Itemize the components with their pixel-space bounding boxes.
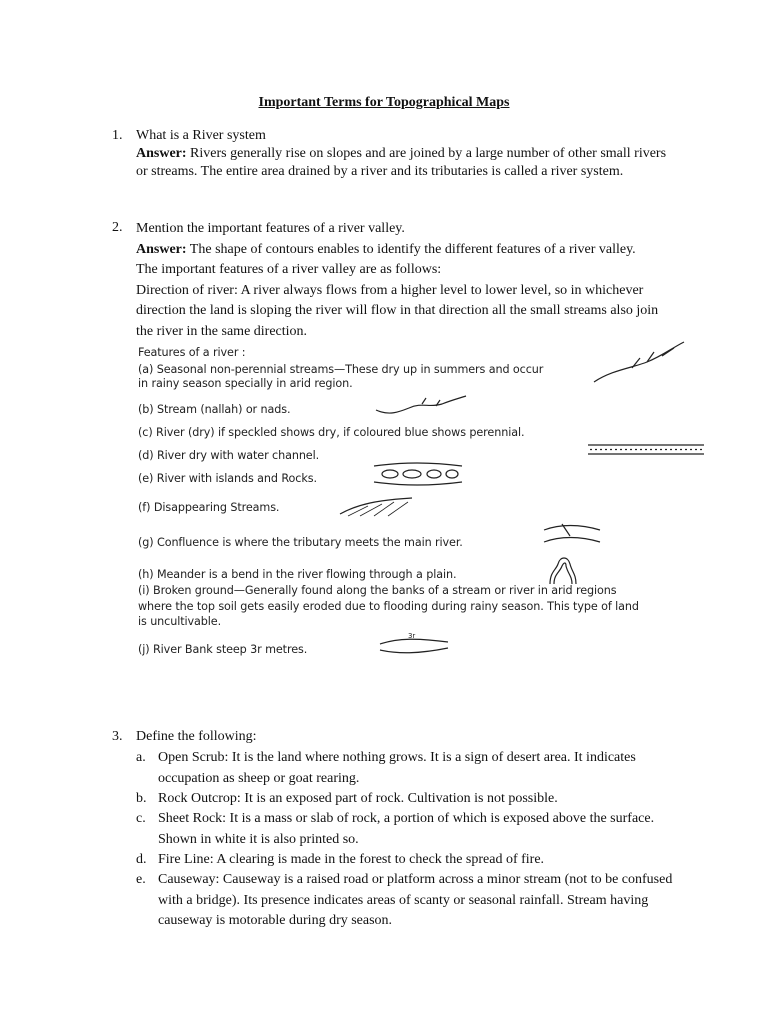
answer-line: The important features of a river valley are as follows: xyxy=(136,262,442,277)
answer-body: The shape of contours enables to identify the different features of a river valley. xyxy=(189,241,636,257)
feature-i-line2: where the top soil gets easily eroded due to flooding during rainy season. This type of land xyxy=(138,600,639,613)
feature-f: (f) Disappearing Streams. xyxy=(138,501,280,514)
stream-nallah-symbol-icon xyxy=(374,394,469,420)
confluence-symbol-icon xyxy=(542,520,602,550)
definition-text: Sheet Rock: It is a mass or slab of rock, a portion of which is exposed above the surface. Shown in white it is also printed so. xyxy=(158,811,655,847)
answer-label: Answer: xyxy=(136,241,187,257)
definition-d xyxy=(0,850,768,870)
question-3 xyxy=(0,728,768,748)
question-text: What is a River system xyxy=(136,128,266,143)
answer-text xyxy=(136,145,676,181)
river-features-figure xyxy=(134,344,694,664)
page-title: Important Terms for Topographical Maps xyxy=(258,95,510,110)
feature-b: (b) Stream (nallah) or nads. xyxy=(138,403,291,416)
feature-d: (d) River dry with water channel. xyxy=(138,449,320,462)
answer-text xyxy=(136,240,676,261)
question-number: 1. xyxy=(112,128,123,143)
river-with-islands-symbol-icon xyxy=(372,460,464,488)
definition-b xyxy=(0,789,768,809)
definition-letter: a. xyxy=(136,750,146,765)
question-number: 2. xyxy=(112,220,123,235)
question-1 xyxy=(0,127,768,207)
feature-c: (c) River (dry) if speckled shows dry, if coloured blue shows perennial. xyxy=(138,426,525,439)
definition-letter: c. xyxy=(136,811,146,826)
steep-bank-label: 3r xyxy=(408,632,416,640)
meander-symbol-icon xyxy=(548,552,578,586)
answer-label: Answer: xyxy=(136,146,187,161)
definition-text: Rock Outcrop: It is an exposed part of rock. Cultivation is not possible. xyxy=(158,791,558,806)
feature-g: (g) Confluence is where the tributary meets the main river. xyxy=(138,536,463,549)
question-body xyxy=(136,127,676,181)
question-text: Define the following: xyxy=(136,729,257,744)
definition-e xyxy=(0,870,768,932)
feature-i-line3: is uncultivable. xyxy=(138,615,222,628)
seasonal-stream-symbol-icon xyxy=(592,340,692,390)
definition-a xyxy=(0,748,768,789)
feature-a-line1: (a) Seasonal non-perennial streams—These dry up in summers and occur xyxy=(138,363,544,376)
definition-text: Causeway: Causeway is a raised road or platform across a minor stream (not to be confused with a bridge). Its presence indicates areas of scanty or seasonal rainfall. Stream having causeway is motorable during dry season. xyxy=(158,872,673,928)
question-number: 3. xyxy=(112,729,123,744)
definition-letter: b. xyxy=(136,791,147,806)
definition-text: Open Scrub: It is the land where nothing grows. It is a sign of desert area. It indicates occupation as sheep or goat rearing. xyxy=(158,750,636,786)
question-2 xyxy=(0,219,768,344)
features-heading: Features of a river : xyxy=(138,346,246,359)
definition-text: Fire Line: A clearing is made in the forest to check the spread of fire. xyxy=(158,852,545,867)
question-body xyxy=(136,219,676,342)
direction-paragraph: Direction of river: A river always flows from a higher level to lower level, so in whichever direction the land is sloping the river will flow in that direction all the small streams also join the river in the same direction. xyxy=(136,282,659,339)
definition-letter: e. xyxy=(136,872,146,887)
disappearing-stream-symbol-icon xyxy=(338,494,416,520)
feature-j: (j) River Bank steep 3r metres. xyxy=(138,643,308,656)
definition-letter: d. xyxy=(136,852,147,867)
definition-c xyxy=(0,809,768,850)
feature-a-line2: in rainy season specially in arid region. xyxy=(138,377,353,390)
dry-river-symbol-icon xyxy=(586,442,706,458)
feature-e: (e) River with islands and Rocks. xyxy=(138,472,317,485)
feature-i-line1: (i) Broken ground—Generally found along the banks of a stream or river in arid regions xyxy=(138,584,617,597)
feature-h: (h) Meander is a bend in the river flowing through a plain. xyxy=(138,568,457,581)
steep-bank-symbol-icon xyxy=(378,632,450,656)
question-text: Mention the important features of a river valley. xyxy=(136,221,405,236)
answer-body: Rivers generally rise on slopes and are joined by a large number of other small rivers or streams. The entire area drained by a river and its tributaries is called a river system. xyxy=(136,146,667,179)
